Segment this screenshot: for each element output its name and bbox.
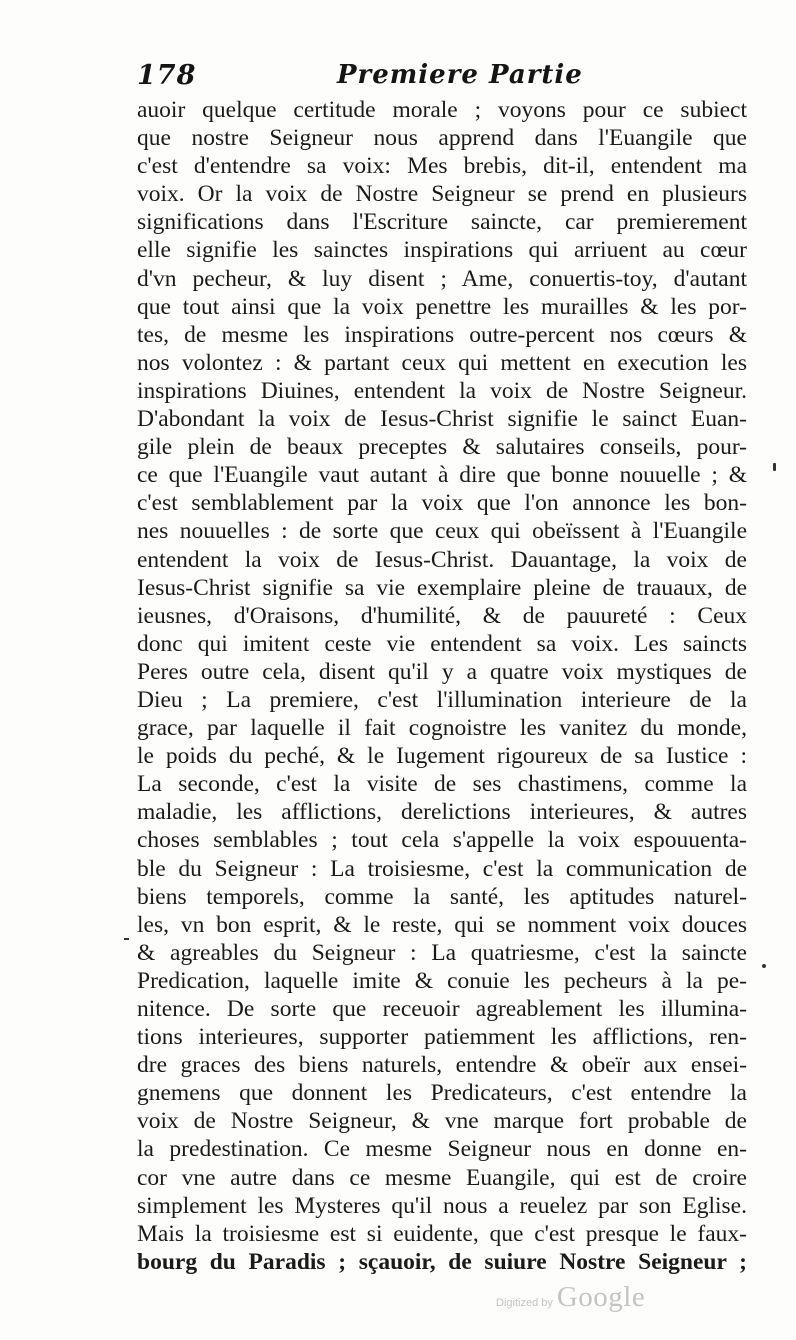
margin-ink-mark (762, 964, 766, 968)
text-line: auoir quelque certitude morale ; voyons pour ce subiect (137, 97, 747, 123)
text-line: que nostre Seigneur nous apprend dans l'Euangile que (137, 125, 747, 152)
page-number: 178 (137, 60, 197, 91)
text-line: ce que l'Euangile vaut autant à dire que bonne nouuelle ; & (137, 462, 747, 489)
text-line: Predication, laquelle imite & conuie les pecheurs à la pe- (137, 967, 747, 994)
text-line: elle signifie les sainctes inspirations qui arriuent au cœur (137, 237, 747, 264)
text-line: simplement les Mysteres qu'il nous a reuelez par son Eglise. (137, 1192, 747, 1219)
text-line: biens temporels, comme la santé, les aptitudes naturel- (137, 883, 747, 910)
text-line: c'est semblablement par la voix que l'on annonce les bon- (137, 490, 747, 517)
text-line: D'abondant la voix de Iesus-Christ signifie le sainct Euan- (137, 406, 747, 433)
text-line: gile plein de beaux preceptes & salutaires conseils, pour- (137, 434, 747, 461)
text-line: Peres outre cela, disent qu'il y a quatre voix mystiques de (137, 658, 747, 685)
text-line: Mais la troisiesme est si euidente, que c'est presque le faux- (137, 1220, 747, 1247)
text-line: choses semblables ; tout cela s'appelle la voix espouuenta- (137, 827, 747, 854)
watermark-logo: Google (556, 1281, 646, 1313)
text-line: tes, de mesme les inspirations outre-percent nos cœurs & (137, 321, 747, 348)
text-line: ieusnes, d'Oraisons, d'humilité, & de pauureté : Ceux (137, 602, 747, 629)
text-line: voix. Or la voix de Nostre Seigneur se prend en plusieurs (137, 181, 747, 208)
text-line: entendent la voix de Iesus-Christ. Dauantage, la voix de (137, 546, 747, 573)
margin-ink-mark (773, 463, 776, 471)
text-line: c'est d'entendre sa voix: Mes brebis, dit-il, entendent ma (137, 153, 747, 180)
text-line: Dieu ; La premiere, c'est l'illumination interieure de la (137, 686, 747, 713)
text-line: grace, par laquelle il fait cognoistre les vanitez du monde, (137, 715, 747, 742)
text-line: Iesus-Christ signifie sa vie exemplaire pleine de trauaux, de (137, 574, 747, 601)
text-line: & agreables du Seigneur : La quatriesme, c'est la saincte (137, 939, 747, 966)
text-line: la predestination. Ce mesme Seigneur nous en donne en- (137, 1136, 747, 1163)
text-line: inspirations Diuines, entendent la voix de Nostre Seigneur. (137, 377, 747, 404)
text-line: significations dans l'Escriture saincte, car premierement (137, 209, 747, 236)
text-line: les, vn bon esprit, & le reste, qui se nomment voix douces (137, 911, 747, 938)
text-line: donc qui imitent ceste vie entendent sa voix. Les saincts (137, 630, 747, 657)
text-line: bourg du Paradis ; sçauoir, de suiure Nostre Seigneur ; (137, 1248, 747, 1275)
watermark-prefix: Digitized by (496, 1297, 553, 1309)
body-text (137, 96, 747, 1276)
text-line: nitence. De sorte que receuoir agreablement les illumina- (137, 996, 747, 1022)
text-line: le poids du peché, & le Iugement rigoureux de sa Iustice : (137, 743, 747, 770)
text-line: nes nouuelles : de sorte que ceux qui obeïssent à l'Euangile (137, 518, 747, 545)
text-line: La seconde, c'est la visite de ses chastimens, comme la (137, 771, 747, 798)
page-header (137, 58, 737, 94)
text-line: ble du Seigneur : La troisiesme, c'est la communication de (137, 855, 747, 882)
text-line: gnemens que donnent les Predicateurs, c'est entendre la (137, 1080, 747, 1107)
text-line: nos volontez : & partant ceux qui mettent en execution les (137, 349, 747, 376)
text-line: cor vne autre dans ce mesme Euangile, qui est de croire (137, 1164, 747, 1191)
digitization-watermark (496, 1281, 645, 1317)
running-head: Premiere Partie (337, 60, 583, 90)
text-line: voix de Nostre Seigneur, & vne marque fort probable de (137, 1108, 747, 1135)
text-line: tions interieures, supporter patiemment les afflictions, ren- (137, 1024, 747, 1051)
margin-ink-mark (124, 938, 129, 940)
text-line: dre graces des biens naturels, entendre & obeïr aux ensei- (137, 1052, 747, 1079)
text-line: que tout ainsi que la voix penettre les murailles & les por- (137, 293, 747, 320)
text-line: maladie, les afflictions, derelictions interieures, & autres (137, 799, 747, 826)
text-line: d'vn pecheur, & luy disent ; Ame, conuertis-toy, d'autant (137, 265, 747, 292)
